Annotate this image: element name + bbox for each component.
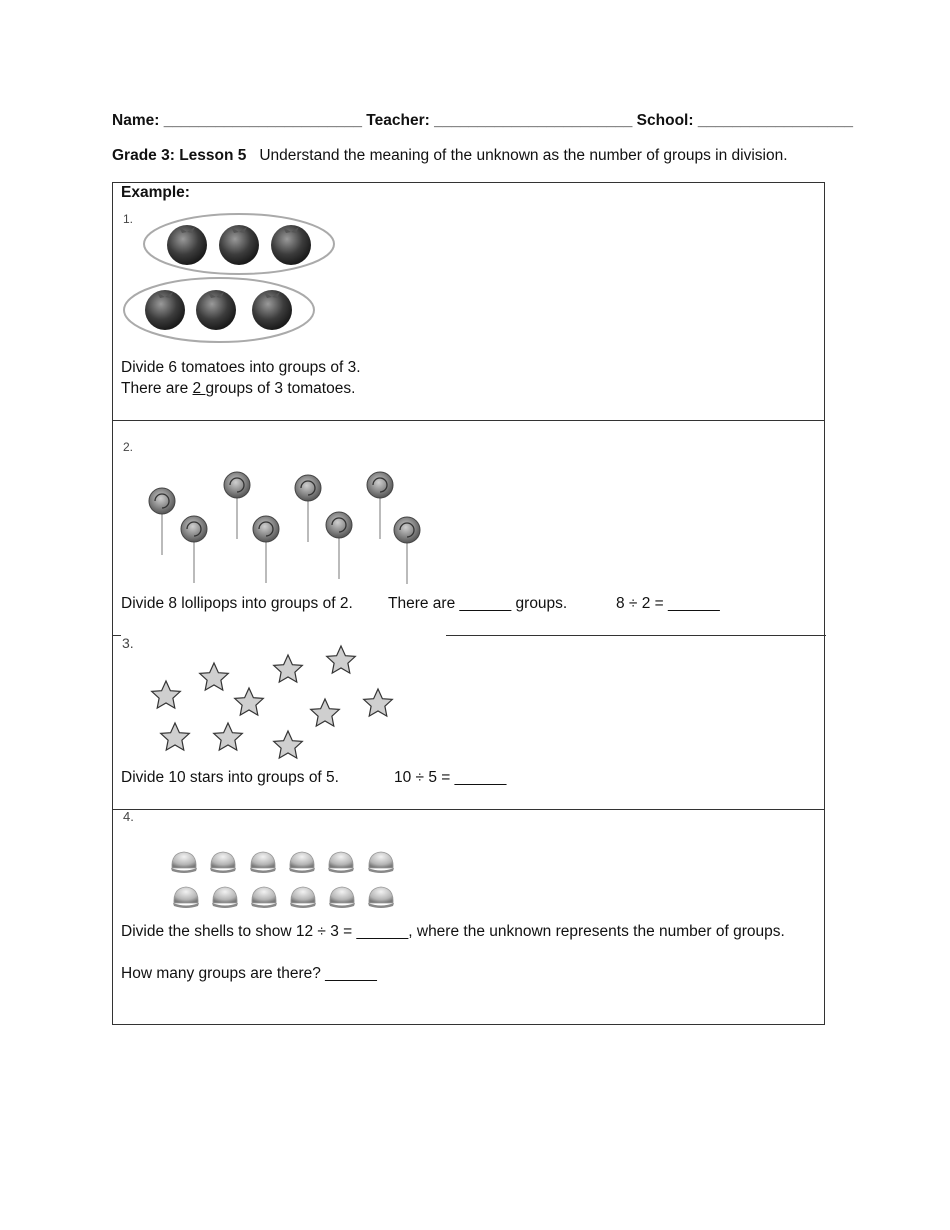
problem-3-number: 3.	[122, 635, 134, 651]
problem-2-text: Divide 8 lollipops into groups of 2.	[121, 595, 353, 612]
problem-4-text[interactable]: Divide the shells to show 12 ÷ 3 = ______, where the unknown represents the number of groups.	[121, 923, 785, 940]
shell-icon	[250, 852, 276, 873]
problem-3-equation[interactable]: 10 ÷ 5 = ______	[394, 769, 507, 786]
shell-icon	[368, 887, 394, 908]
example-number: 1.	[123, 212, 134, 226]
star-icon	[200, 663, 229, 690]
tomato-icon	[196, 290, 236, 330]
example-line-2-prefix: There are	[121, 380, 193, 397]
example-line-1: Divide 6 tomatoes into groups of 3.	[121, 359, 361, 376]
school-blank[interactable]: __________________	[697, 112, 853, 129]
section-divider	[113, 420, 824, 421]
teacher-blank[interactable]: _______________________	[434, 112, 633, 129]
lollipop-icon	[181, 516, 207, 542]
problem-3-text: Divide 10 stars into groups of 5.	[121, 769, 339, 786]
problem-2-number: 2.	[123, 440, 134, 454]
problem-2-groups-blank[interactable]: There are ______ groups.	[388, 595, 568, 612]
teacher-label: Teacher:	[366, 112, 430, 129]
lollipop-icon	[326, 512, 352, 538]
example-line-2	[121, 380, 355, 398]
shell-icon	[171, 852, 197, 873]
lesson-objective: Understand the meaning of the unknown as the number of groups in division.	[259, 147, 788, 164]
shell-icon	[289, 852, 315, 873]
star-icon	[161, 723, 190, 750]
tomato-icon	[219, 225, 259, 265]
star-icon	[327, 646, 356, 673]
star-icon	[274, 731, 303, 758]
lesson-heading	[112, 147, 788, 165]
lollipop-icon	[295, 475, 321, 501]
section-divider	[113, 809, 824, 810]
student-info-header	[112, 112, 853, 130]
star-icon	[364, 689, 393, 716]
tomato-icon	[252, 290, 292, 330]
shell-icon	[173, 887, 199, 908]
problem-4-question[interactable]: How many groups are there? ______	[121, 965, 377, 982]
problem-4-number: 4.	[123, 809, 134, 824]
school-label: School:	[636, 112, 694, 129]
lollipop-icon	[149, 488, 175, 514]
problem-2-equation[interactable]: 8 ÷ 2 = ______	[616, 595, 720, 612]
example-label: Example:	[121, 184, 190, 201]
star-icon	[311, 699, 340, 726]
shell-icon	[328, 852, 354, 873]
lollipop-icon	[224, 472, 250, 498]
tomato-icon	[145, 290, 185, 330]
star-icon	[152, 681, 181, 708]
star-icon	[274, 655, 303, 682]
tomato-icon	[167, 225, 207, 265]
tomato-groups-illustration	[113, 183, 826, 353]
name-blank[interactable]: _______________________	[163, 112, 362, 129]
shell-icon	[329, 887, 355, 908]
lollipop-icon	[367, 472, 393, 498]
star-icon	[214, 723, 243, 750]
tomato-icon	[271, 225, 311, 265]
section-divider-stub	[113, 635, 121, 636]
star-icon	[235, 688, 264, 715]
shell-icon	[251, 887, 277, 908]
stars-illustration	[113, 641, 826, 766]
shell-icon	[368, 852, 394, 873]
section-divider	[446, 635, 826, 636]
example-line-2-suffix: groups of 3 tomatoes.	[205, 380, 356, 397]
shells-illustration	[113, 843, 826, 913]
shell-icon	[290, 887, 316, 908]
worksheet-box	[112, 182, 825, 1025]
lesson-title: Grade 3: Lesson 5	[112, 147, 247, 164]
lollipops-illustration	[113, 463, 826, 593]
name-label: Name:	[112, 112, 160, 129]
lollipop-icon	[253, 516, 279, 542]
shell-icon	[210, 852, 236, 873]
example-answer: 2	[192, 380, 206, 397]
lollipop-icon	[394, 517, 420, 543]
shell-icon	[212, 887, 238, 908]
